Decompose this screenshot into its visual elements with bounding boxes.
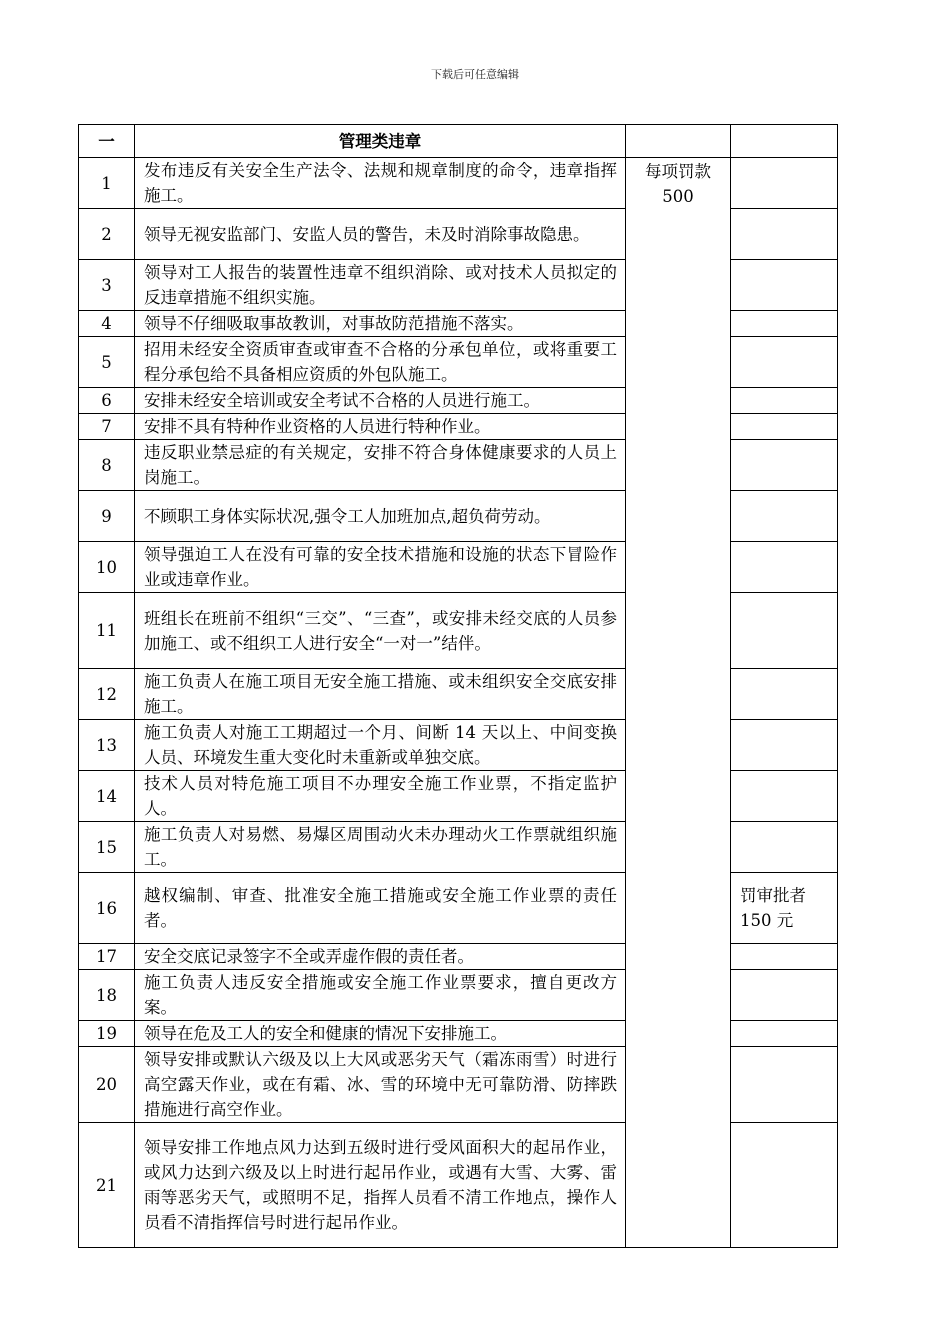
violation-description: 领导对工人报告的装置性违章不组织消除、或对技术人员拟定的反违章措施不组织实施。 <box>135 260 626 311</box>
row-number: 18 <box>79 970 135 1021</box>
note-empty-cell <box>731 1123 838 1248</box>
row-number: 15 <box>79 822 135 873</box>
row-number: 14 <box>79 771 135 822</box>
note-empty-cell <box>731 440 838 491</box>
note-empty-cell <box>731 388 838 414</box>
row-number: 8 <box>79 440 135 491</box>
penalty-note: 罚审批者 150 元 <box>731 873 838 944</box>
row-number: 7 <box>79 414 135 440</box>
row-number: 2 <box>79 209 135 260</box>
note-empty-cell <box>731 414 838 440</box>
header-empty-cell <box>731 125 838 158</box>
table-header-row <box>79 125 838 158</box>
violation-description: 不顾职工身体实际状况,强令工人加班加点,超负荷劳动。 <box>135 491 626 542</box>
row-number: 4 <box>79 311 135 337</box>
violation-description: 越权编制、审查、批准安全施工措施或安全施工作业票的责任者。 <box>135 873 626 944</box>
violation-description: 施工负责人在施工项目无安全施工措施、或未组织安全交底安排施工。 <box>135 669 626 720</box>
row-number: 3 <box>79 260 135 311</box>
violation-description: 安排不具有特种作业资格的人员进行特种作业。 <box>135 414 626 440</box>
row-number: 17 <box>79 944 135 970</box>
note-empty-cell <box>731 970 838 1021</box>
row-number: 13 <box>79 720 135 771</box>
note-empty-cell <box>731 158 838 209</box>
violation-description: 施工负责人对施工工期超过一个月、间断 14 天以上、中间变换人员、环境发生重大变化时未重新或单独交底。 <box>135 720 626 771</box>
note-empty-cell <box>731 771 838 822</box>
row-number: 21 <box>79 1123 135 1248</box>
violation-description: 招用未经安全资质审查或审查不合格的分承包单位，或将重要工程分承包给不具备相应资质的外包队施工。 <box>135 337 626 388</box>
row-number: 20 <box>79 1047 135 1123</box>
violation-description: 领导安排或默认六级及以上大风或恶劣天气（霜冻雨雪）时进行高空露天作业，或在有霜、冰、雪的环境中无可靠防滑、防摔跌措施进行高空作业。 <box>135 1047 626 1123</box>
row-number: 1 <box>79 158 135 209</box>
violation-description: 领导无视安监部门、安监人员的警告，未及时消除事故隐患。 <box>135 209 626 260</box>
violation-description: 施工负责人对易燃、易爆区周围动火未办理动火工作票就组织施工。 <box>135 822 626 873</box>
page-header: 下载后可任意编辑 <box>431 68 519 81</box>
note-empty-cell <box>731 1021 838 1047</box>
note-empty-cell <box>731 944 838 970</box>
row-number: 5 <box>79 337 135 388</box>
violation-description: 违反职业禁忌症的有关规定，安排不符合身体健康要求的人员上岗施工。 <box>135 440 626 491</box>
row-number: 6 <box>79 388 135 414</box>
violation-description: 施工负责人违反安全措施或安全施工作业票要求，擅自更改方案。 <box>135 970 626 1021</box>
violation-description: 领导在危及工人的安全和健康的情况下安排施工。 <box>135 1021 626 1047</box>
violation-table <box>78 124 838 1248</box>
note-empty-cell <box>731 491 838 542</box>
note-empty-cell <box>731 669 838 720</box>
note-empty-cell <box>731 337 838 388</box>
note-empty-cell <box>731 260 838 311</box>
section-number: 一 <box>79 125 135 158</box>
note-empty-cell <box>731 542 838 593</box>
note-empty-cell <box>731 311 838 337</box>
row-number: 10 <box>79 542 135 593</box>
note-empty-cell <box>731 720 838 771</box>
note-empty-cell <box>731 209 838 260</box>
violation-description: 领导不仔细吸取事故教训，对事故防范措施不落实。 <box>135 311 626 337</box>
violation-description: 安全交底记录签字不全或弄虚作假的责任者。 <box>135 944 626 970</box>
row-number: 12 <box>79 669 135 720</box>
row-number: 19 <box>79 1021 135 1047</box>
row-number: 16 <box>79 873 135 944</box>
row-number: 11 <box>79 593 135 669</box>
violation-description: 班组长在班前不组织“三交”、“三查”，或安排未经交底的人员参加施工、或不组织工人进行安全“一对一”结伴。 <box>135 593 626 669</box>
section-title: 管理类违章 <box>135 125 626 158</box>
violation-description: 技术人员对特危施工项目不办理安全施工作业票，不指定监护人。 <box>135 771 626 822</box>
violation-description: 安排未经安全培训或安全考试不合格的人员进行施工。 <box>135 388 626 414</box>
table-row <box>79 158 838 209</box>
note-empty-cell <box>731 1047 838 1123</box>
note-empty-cell <box>731 822 838 873</box>
penalty-amount: 每项罚款 500 <box>626 158 731 1248</box>
violation-description: 发布违反有关安全生产法令、法规和规章制度的命令，违章指挥施工。 <box>135 158 626 209</box>
row-number: 9 <box>79 491 135 542</box>
note-empty-cell <box>731 593 838 669</box>
violation-description: 领导安排工作地点风力达到五级时进行受风面积大的起吊作业，或风力达到六级及以上时进行起吊作业，或遇有大雪、大雾、雷雨等恶劣天气，或照明不足，指挥人员看不清工作地点，操作人员看不清指挥信号时进行起吊作业。 <box>135 1123 626 1248</box>
header-empty-cell <box>626 125 731 158</box>
violation-description: 领导强迫工人在没有可靠的安全技术措施和设施的状态下冒险作业或违章作业。 <box>135 542 626 593</box>
